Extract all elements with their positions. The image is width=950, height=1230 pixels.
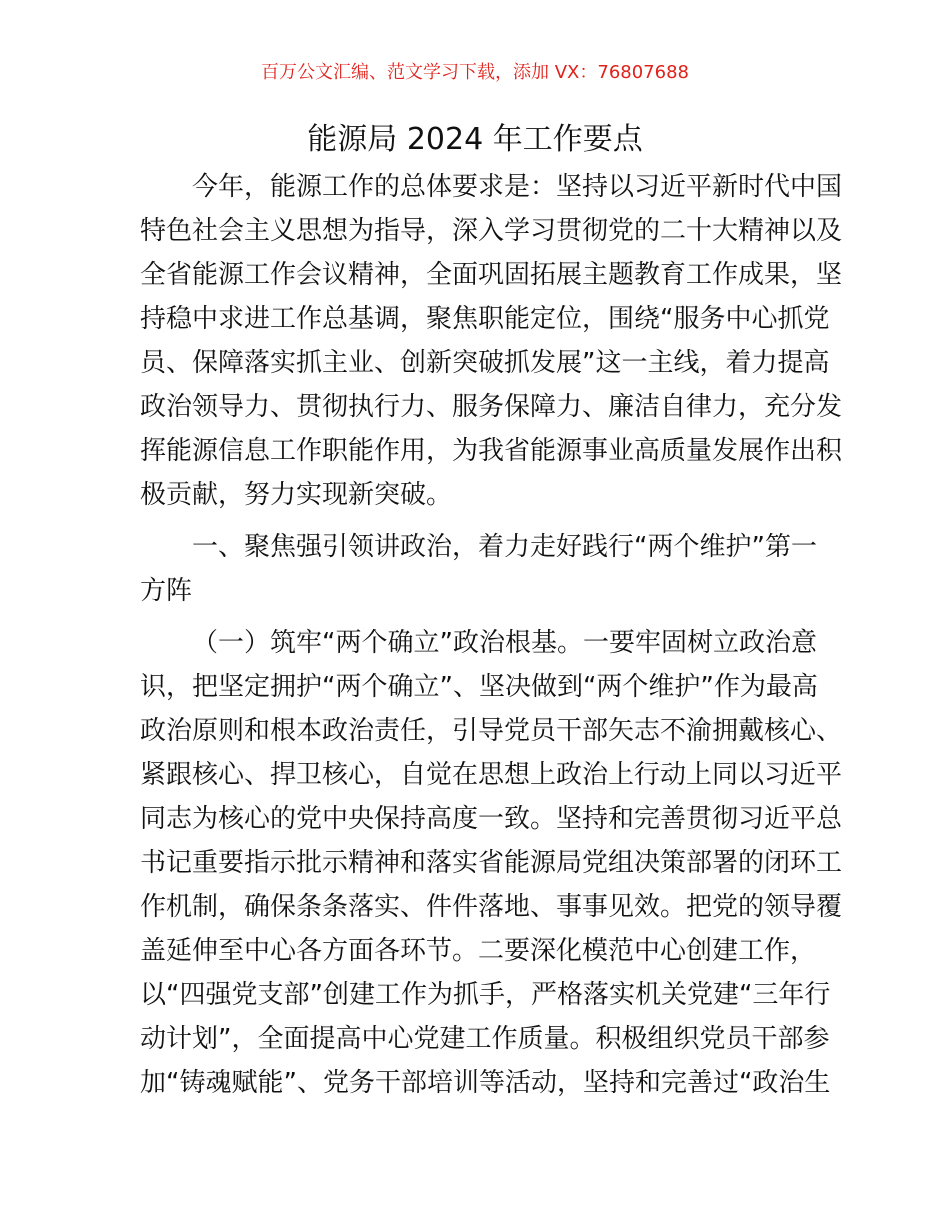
text-line: 员、保障落实抓主业、创新突破抓发展”这一主线，着力提高 <box>140 348 830 378</box>
text-line: 作机制，确保条条落实、件件落地、事事见效。把党的领导覆 <box>140 892 843 922</box>
text-line: 书记重要指示批示精神和落实省能源局党组决策部署的闭环工 <box>140 848 843 878</box>
text-line: 一、聚焦强引领讲政治，着力走好践行“两个维护”第一 <box>192 532 817 562</box>
text-line: （一）筑牢“两个确立”政治根基。一要牢固树立政治意 <box>192 628 817 658</box>
text-line: 全省能源工作会议精神，全面巩固拓展主题教育工作成果，坚 <box>140 260 843 290</box>
text-line: 盖延伸至中心各方面各环节。二要深化模范中心创建工作， <box>140 936 817 966</box>
text-line: 挥能源信息工作职能作用，为我省能源事业高质量发展作出积 <box>140 436 843 466</box>
text-line: 加“铸魂赋能”、党务干部培训等活动，坚持和完善过“政治生 <box>140 1068 831 1098</box>
section-heading-1 <box>140 525 817 613</box>
text-line: 今年，能源工作的总体要求是：坚持以习近平新时代中国 <box>192 172 843 202</box>
text-line: 政治原则和根本政治责任，引导党员干部矢志不渝拥戴核心、 <box>140 716 843 746</box>
text-line: 紧跟核心、捍卫核心，自觉在思想上政治上行动上同以习近平 <box>140 760 843 790</box>
paragraph-section-1-1 <box>140 621 843 1105</box>
text-line: 极贡献，努力实现新突破。 <box>140 480 453 510</box>
paragraph-intro <box>140 165 843 517</box>
text-line: 方阵 <box>140 576 193 606</box>
text-line: 持稳中求进工作总基调，聚焦职能定位，围绕“服务中心抓党 <box>140 304 830 334</box>
text-line: 政治领导力、贯彻执行力、服务保障力、廉洁自律力，充分发 <box>140 392 843 422</box>
text-line: 动计划”，全面提高中心党建工作质量。积极组织党员干部参 <box>140 1024 830 1054</box>
document-title: 能源局 2024 年工作要点 <box>307 122 643 157</box>
text-line: 特色社会主义思想为指导，深入学习贯彻党的二十大精神以及 <box>140 216 843 246</box>
text-line: 同志为核心的党中央保持高度一致。坚持和完善贯彻习近平总 <box>140 804 843 834</box>
text-line: 以“四强党支部”创建工作为抓手，严格落实机关党建“三年行 <box>140 980 831 1010</box>
text-line: 识，把坚定拥护“两个确立”、坚决做到“两个维护”作为最高 <box>140 672 818 702</box>
watermark-header: 百万公文汇编、范文学习下载，添加 VX：76807688 <box>261 62 689 83</box>
